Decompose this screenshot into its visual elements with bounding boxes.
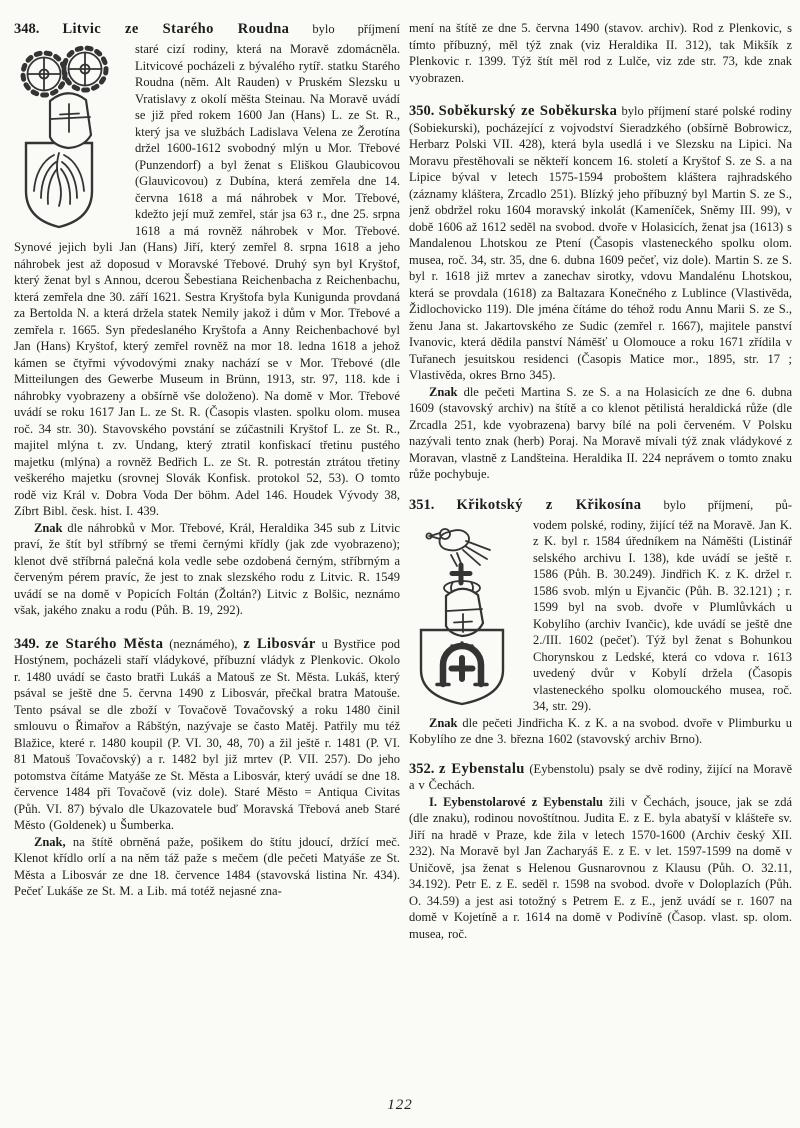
entry-351-znak-label: Znak	[429, 715, 458, 730]
entry-351-heading	[409, 496, 792, 515]
entry-divider	[14, 619, 400, 636]
entry-348-title-suffix: bylo příjmení	[312, 22, 400, 36]
entry-350-body-text: bylo příjmení staré polské rodiny (Sobiekurski), pocházející z vojvodství Sieradzkého (obšírně Bobrowicz, Herbarz Polski VII. 428), která byla usedlá i ve Slezsku na Lipici. Na Moravu přestěhovali se někteří koncem 16. století a Kryštof S. ze S. a na Lipice býval v letech 1575-1594 proboštem kláštera rajhradského (záznamy kláštera, Zrcadlo 251). Blízký jeho příbuzný byl Martin S. ze S., jenž obdržel roku 1604 moravský inkolát (Kameníček, Sněmy III. 99), v době 1606 až 1612 seděl na svobod. dvoře v Holasicích, ženat jsa (1613) s Mandalenou Lhotskou ze Ptení (Časopis vlasteneckého spolku olom. musea, roč. 34, str. 35, dne 6. dubna 1609 pečeť, viz dole). Martin S. ze S. byl r. 1618 již mrtev a zanechav sirotky, vdovu Mandalénu Lhotskou, která se provdala (1618) za Baltazara Konečného z Lublince (Vlastivěda, Židlochovicko 119). Dle jména čítáme do téhož rodu Annu Marii S. ze S., ženu Jana st. Jakartovského ze Sudic (zemřel r. 1667), majitele panství Ivanovic, která dědila panství Náměšť u Olomouce a roku 1671 zřídila v Tuřanech jesuitskou residenci (Časopis Matice mor., 1895, str. 17 ; Vlastivěda, okres Brno 345).	[409, 104, 792, 382]
entry-348-paragraph	[14, 41, 400, 520]
entry-divider	[409, 748, 792, 761]
entry-349-title-part1: ze Starého Města	[45, 635, 164, 652]
entry-350-znak-label: Znak	[429, 384, 458, 399]
entry-351-paragraph	[409, 517, 792, 715]
entry-350-number: 350.	[409, 103, 435, 119]
entry-352-sub-paragraph	[409, 794, 792, 943]
entry-348-title: Litvic ze Starého Roudna	[62, 21, 290, 37]
entry-349-continuation-paragraph	[409, 20, 792, 86]
krikotsky-coat-of-arms-illustration	[409, 519, 523, 707]
entry-350-paragraph	[409, 103, 792, 384]
right-column	[409, 20, 792, 1092]
entry-349-body-text: u Bystřice pod Hostýnem, pocházeli staří vládykové, příbuzní vládyk z Plenkovic. Okolo r. 1480 uvádí se často bratři Lukáš a Matouš ze St. Města. Lukáš, který psával se ještě dne 5. června 1490 z Libosvár, přečkal bratra Matouše. Tento psával se dle zboží v Tovačově Tovačovský a roku 1480 činil smlouvu o Řimařov a Rábštýn, nazývaje se často Matěj. Patřily mu též Blažice, které r. 1480 koupil (P. VI. 30, 48, 70) a žil ještě r. 1481 (P. VI. 81 Matouš Tovačovský) a r. 1482 byl již mrtev (P. VII. 257). Do jeho potomstva čítáme Matyáše ze St. Města a Libosvár, který uvádí se dne 18. července 1484 při Tovačově (viz dole). Staré Město = Antiqua Civitas (Půh. VI. 87) bývalo dle Ukazovatele buď Moravská Třebová aneb Staré Město (Goldenek) u Šumberka.	[14, 636, 400, 832]
entry-352-number: 352.	[409, 760, 435, 777]
entry-351-znak-text: dle pečeti Jindřicha K. z K. a na svobod. dvoře v Plimburku u Kobylího ze dne 3. března 1602 (stavovský archiv Brno).	[409, 715, 792, 746]
entry-351-body-text: vodem polské, rodiny, žijící též na Moravě. Jan K. z K. byl r. 1584 úředníkem na Náměšti (Listinář selského archivu I. 138), kde uvádí se ještě r. 1586 (Půh. B. 30.249). Jindřich K. z K. držel r. 1586 svob. mlýn u Ejvančic (Půh. B. 32.121) ; r. 1599 byl na svob. dvoře v Plumlůvkách u Kobylího (archiv Ivančic), kde uvádí se ještě dne 2./III. 1602 (pečeť). Týž byl ženat s Bohunkou Chorynskou z Ledské, která co vdova r. 1613 uvedený dvůr v Kobylí držela (Časopis vlasteneckého spolku olomouckého musea, roč. 34, str. 29).	[533, 517, 792, 713]
entry-350-znak-paragraph	[409, 384, 792, 483]
entry-352-title: z Eybenstalu	[439, 760, 525, 777]
entry-349-continuation-text: mení na štítě ze dne 5. června 1490 (stavov. archiv). Rod z Plenkovic, s tímto příbuzný, měl týž znak (viz Heraldika II. 312), tak Mikšík z Plenkovic r. 1399. Týž štít měl rod z Lulče, viz zde str. 73, kde znak vyobrazen.	[409, 21, 792, 85]
entry-351-number: 351.	[409, 496, 435, 513]
entry-352-paragraph	[409, 761, 792, 794]
entry-349-number: 349.	[14, 635, 40, 652]
entry-349-znak-label: Znak,	[34, 834, 66, 849]
entry-352-sub-label: I. Eybenstolarové z Eybenstalu	[429, 794, 603, 809]
entry-350-znak-text: dle pečeti Martina S. ze S. a na Holasicích ze dne 6. dubna 1609 (stavovský archiv) na štítě a co klenot pětilistá heraldická růže (dle Zrcadla 251, kde vyobrazena) barvy bílé na poli červeném. V Polsku nazývali tento znak (herb) Poraj. Na Moravě mívali týž znak vládykové z Moravan, vlastně z Landšteina. Heraldika II. 224 neprávem o tomto znaku růže pochybuje.	[409, 384, 792, 481]
entry-351-title-suffix: bylo příjmení, pů-	[663, 497, 792, 512]
entry-348	[14, 20, 400, 619]
entry-divider	[409, 483, 792, 496]
entry-348-heading	[14, 20, 400, 39]
entry-349	[14, 636, 400, 900]
entry-350-title: Soběkurský ze Soběkurska	[438, 103, 618, 119]
entry-349-title-middle: (neznámého),	[169, 636, 238, 651]
entry-351-znak-paragraph	[409, 715, 792, 748]
entry-349-znak-paragraph	[14, 834, 400, 900]
left-column	[14, 20, 400, 1092]
entry-348-znak-label: Znak	[34, 520, 63, 535]
entry-349-title-part2: z Libosvár	[243, 635, 316, 652]
page-number: 122	[387, 1097, 413, 1113]
entry-348-number: 348.	[14, 21, 40, 37]
entry-352-sub-text: žili v Čechách, jsouce, jak se zdá (dle znaku), rodinou novoštítnou. Judita E. z E. byla abatyší v klášteře sv. Jiří na hradě v Praze, kde žila v letech 1570-1600 (Archiv český XII. 232). Na Moravě byl Jan Zacharyáš E. z E. v let. 1597-1599 na domě v Uničově, jsa ženat s Helenou Gusnarovnou z Klausu (Půh. O. 32.11, 34.192). Petr E. z E. seděl r. 1598 na svobod. dvoře v Doloplazích (Půh. O. 34.59) a jest asi totožný s Petrem E. z E., jenž uvádí se r. 1607 na domě v Kojetíně a r. 1614 na domě v Podivíně (Časop. vlast. sp. olom. musea, roč.	[409, 794, 792, 941]
entry-349-paragraph	[14, 636, 400, 834]
entry-348-znak-paragraph	[14, 520, 400, 619]
entry-350	[409, 103, 792, 483]
entry-352	[409, 761, 792, 943]
litvic-coat-of-arms-illustration	[16, 43, 124, 233]
entry-351	[409, 496, 792, 748]
entry-divider	[409, 86, 792, 103]
entry-348-body-text: staré cizí rodiny, která na Moravě zdomácněla. Litvicové pocházeli z bývalého rytíř. statku Starého Roudna (něm. Alt Rauden) v Pruském Slezsku u Vratislavy z okolí měšta Steinau. Na Moravě uvádí se již před rokem 1600 Jan (Hans) L. ze St. R., který jsa ve službách Ladislava Velena ze Žerotína držel 1600-1612 svobodný mlýn u Mor. Třebové (Punzendorf) a byl ženat s Eliškou Glaubicovou (Glauvicovou) z Dubína, která zemřela dne 14. června 1618 a má náhrobek v Mor. Třebové, kdežto její muž zemřel, stár jsa 63 r., dne 25. srpna 1618 a má rovněž náhrobek v Mor. Třebové. Synové jejich byli Jan (Hans) Jiří, který zemřel 8. srpna 1618 a jeho náhrobek jest až doposud v Moravské Třebové. Druhý syn byl Kryštof, který ženat byl s Annou, dcerou Šebestiana Reichenbacha z Reichenbachu, která zemřela dne 30. září 1621. Sestra Kryštofa byla Kunigunda provdaná za Bertolda N. a která držela statek Nemily jakož i dům v Mor. Třebové a zemřela r. 1665. Syn předeslaného Kryštofa a Anny Reichenbachové byl Jan (Hans) Kryštof, který zemřel rovněž na mor 18. ledna 1618 a jehož kámen se čtyřmi vývodovými znaky nachází se v Mor. Třebové (dle Mitteilungen des Gewerbe Museum in Brünn, 1913, str. 97, 118. kde i náhrobky vyobrazeny a obšírně vše doloženo). Na domě v Mor. Třebové uvádí se roku 1617 Jan L. ze St. R. (Časopis vlasten. spolku olom. musea roč. 34 str. 30). Stavovského povstání se zúčastnili Kryštof L. ze St. R., majitel mlýna t. zv. Undang, který ztratil konfiskací třetinu pustého majetku (mlýna) a rovněž Bedřich L. ze St. R. potrestán ztrátou třetiny veškerého majetku (srovnej Slovák Konfisk. protokol 52, 53). O tomto rodě viz Král v. Dobra Voda Der böhm. Adel 146. Houdek Vývody 38, Zíbrt Bibl. česk. hist. I. 439.	[14, 42, 400, 518]
entry-349-znak-text: na štítě obrněná paže, pošikem do štítu jdoucí, držící meč. Klenot křídlo orlí a na něm táž paže s mečem (dle pečeti Matyáše ze St. Města a Libosvár ze dne 18. července 1484 (stavovská listina Nr. 434). Pečeť Lukáše ze St. M. a Lib. má totéž nejasné zna-	[14, 834, 400, 898]
entry-351-title: Křikotský z Křikosína	[456, 496, 642, 513]
entry-348-znak-text: dle náhrobků v Mor. Třebové, Král, Heraldika 345 sub z Litvic praví, že štít byl stříbrný se třemi černými křídly (jak zde vyobrazeno); klenot dvě stříbrná palečná kola vedle sebe ozdobená černým, stříbrným a červeným pérem pravíc, že jest to znak slezského rodu z Litvic. R. 1549 uvádí se na domě v Popicích Foltán (Žoltán?) Litvic z Bolšic, neznámo však, jakého znaku a rodu (Půh. B. 19, 292).	[14, 520, 400, 617]
entry-352-body-text: (Eybenstolu) psaly se dvě rodiny, žijící na Moravě a v Čechách.	[409, 761, 792, 792]
